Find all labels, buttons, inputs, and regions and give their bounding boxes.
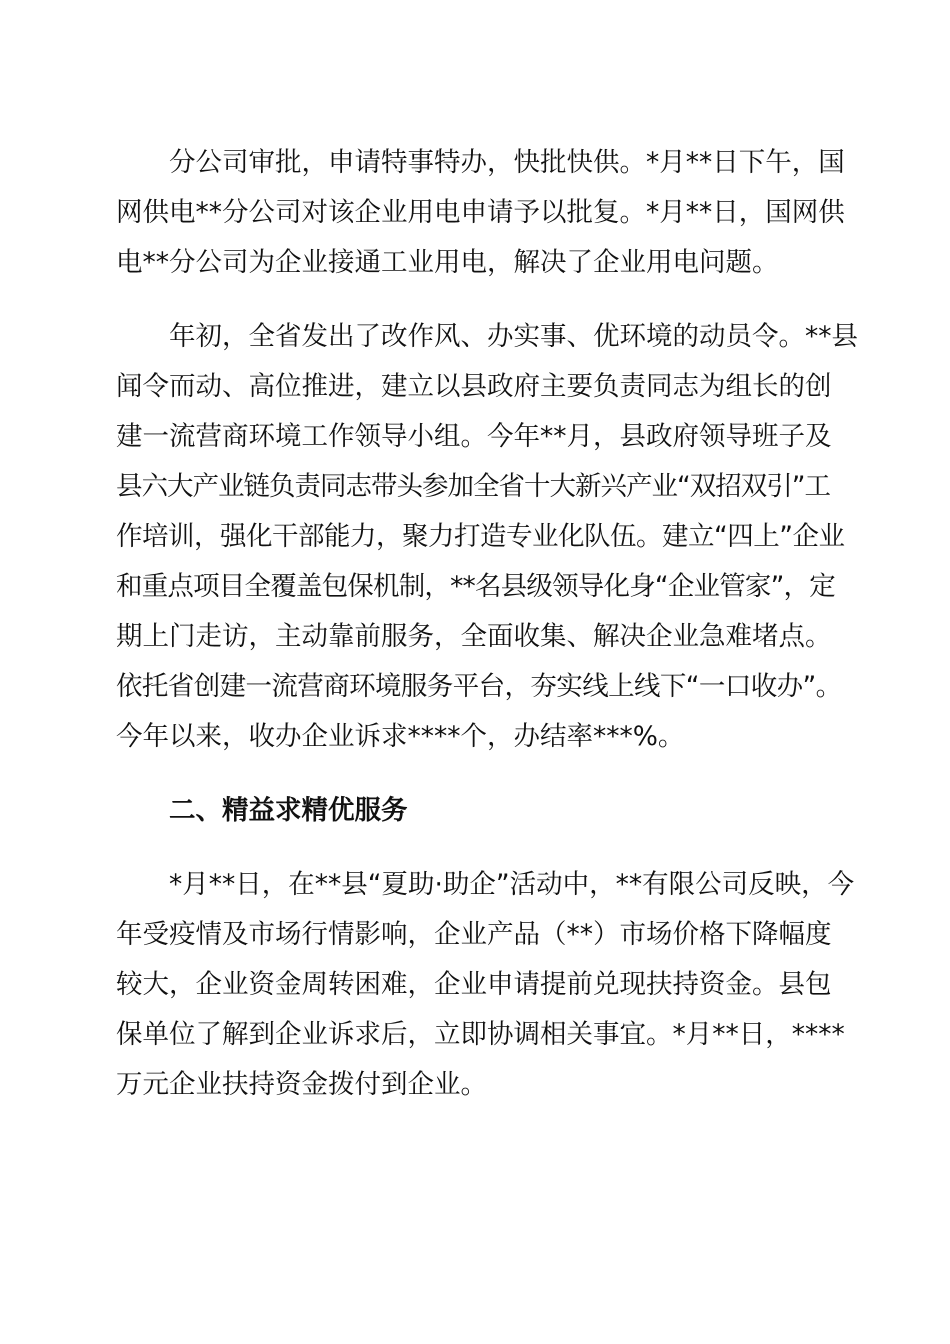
text-line: 年受疫情及市场行情影响，企业产品（**）市场价格下降幅度 [116,919,832,950]
paragraph-business-environment [116,312,858,762]
text-line: 和重点项目全覆盖包保机制，**名县级领导化身“企业管家”，定 [116,571,835,602]
text-line: 分公司审批，申请特事特办，快批快供。*月**日下午，国 [169,147,845,178]
document-body [116,138,858,1110]
section-heading: 二、精益求精优服务 [169,795,408,826]
text-line: 今年以来，收办企业诉求****个，办结率***%。 [116,721,685,752]
text-line: 万元企业扶持资金拨付到企业。 [116,1069,487,1100]
text-line: *月**日，在**县“夏助·助企”活动中，**有限公司反映，今 [169,869,855,900]
text-line: 作培训，强化干部能力，聚力打造专业化队伍。建立“四上”企业 [116,521,845,552]
text-line: 年初，全省发出了改作风、办实事、优环境的动员令。**县 [169,321,858,352]
text-line: 建一流营商环境工作领导小组。今年**月，县政府领导班子及 [116,421,832,452]
text-line: 保单位了解到企业诉求后，立即协调相关事宜。*月**日，**** [116,1019,845,1050]
text-line: 电**分公司为企业接通工业用电，解决了企业用电问题。 [116,247,779,278]
text-line: 网供电**分公司对该企业用电申请予以批复。*月**日，国网供 [116,197,845,228]
text-line: 期上门走访，主动靠前服务，全面收集、解决企业急难堵点。 [116,621,832,652]
text-line: 较大，企业资金周转困难，企业申请提前兑现扶持资金。县包 [116,969,832,1000]
text-line: 闻令而动、高位推进，建立以县政府主要负责同志为组长的创 [116,371,832,402]
paragraph-support-funds [116,860,855,1110]
text-line: 依托省创建一流营商环境服务平台，夯实线上线下“一口收办”。 [116,671,842,702]
text-line: 县六大产业链负责同志带头参加全省十大新兴产业“双招双引”工 [116,471,830,502]
paragraph-power-approval [116,138,845,288]
